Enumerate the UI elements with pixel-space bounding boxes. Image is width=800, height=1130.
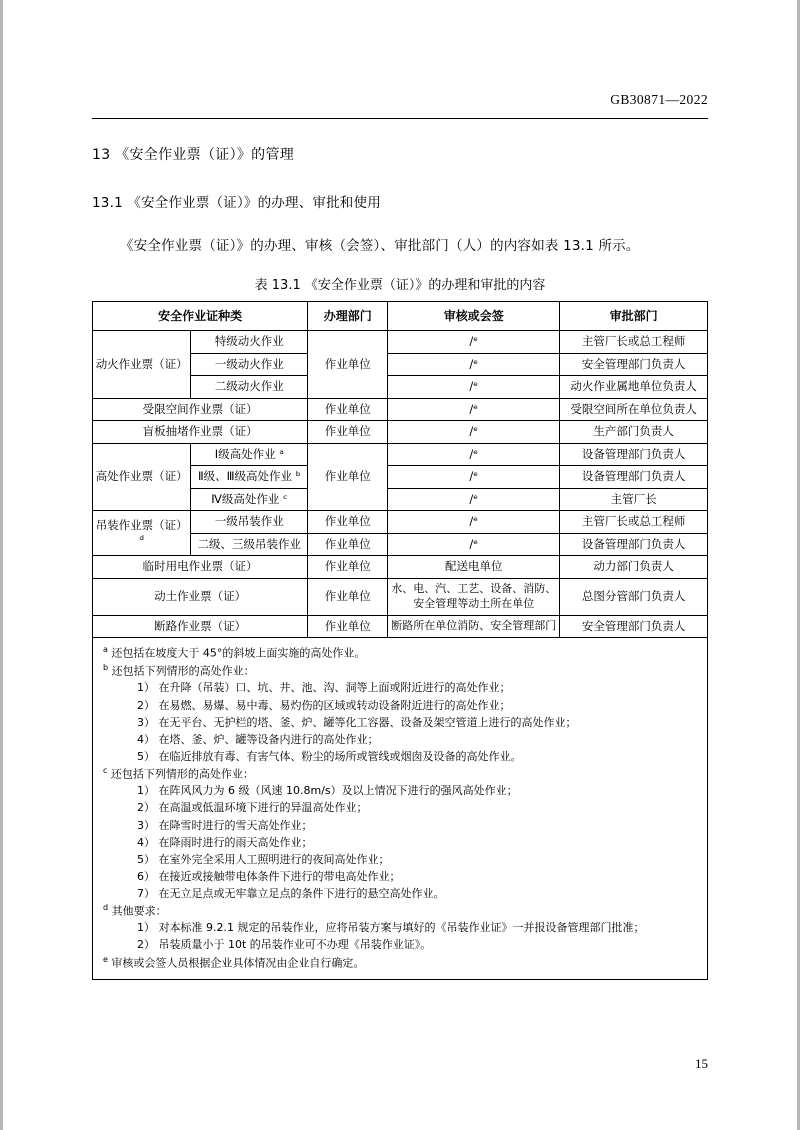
cell-approve: 动力部门负责人 bbox=[560, 556, 708, 579]
cell-group: 高处作业票（证） bbox=[93, 443, 191, 511]
footnote-e-text: 审核或会签人员根据企业具体情况由企业自行确定。 bbox=[111, 956, 365, 970]
footnote-c-sub: 4） 在降雨时进行的雨天高处作业； bbox=[137, 835, 313, 849]
col-header-approve: 审批部门 bbox=[560, 302, 708, 331]
cell-review: /ᵉ bbox=[388, 488, 560, 511]
cell-approve: 设备管理部门负责人 bbox=[560, 533, 708, 556]
table-row bbox=[93, 443, 708, 466]
cell-group: 断路作业票（证） bbox=[93, 615, 308, 638]
footnote-mark-c: c bbox=[103, 765, 108, 775]
section-heading: 13 《安全作业票（证）》的管理 bbox=[92, 147, 295, 163]
table-caption: 表 13.1 《安全作业票（证）》的办理和审批的内容 bbox=[254, 278, 546, 293]
cell-review: /ᵉ bbox=[388, 331, 560, 354]
footnote-c-sub: 3） 在降雪时进行的雪天高处作业； bbox=[137, 818, 313, 832]
col-header-dept: 办理部门 bbox=[308, 302, 388, 331]
table-row bbox=[93, 331, 708, 354]
subsection-heading: 13.1 《安全作业票（证）》的办理、审批和使用 bbox=[92, 195, 381, 211]
footnote-c bbox=[103, 765, 699, 783]
footnote-d-text: 其他要求： bbox=[111, 904, 167, 918]
table-row bbox=[93, 421, 708, 444]
cell-dept: 作业单位 bbox=[308, 421, 388, 444]
table-footnotes bbox=[92, 638, 708, 980]
cell-approve: 安全管理部门负责人 bbox=[560, 615, 708, 638]
footnote-d-sub: 1） 对本标准 9.2.1 规定的吊装作业，应将吊装方案与填好的《吊装作业证》一并报设备管理部门批准； bbox=[137, 921, 645, 935]
cell-approve: 主管厂长或总工程师 bbox=[560, 331, 708, 354]
col-header-type: 安全作业证种类 bbox=[93, 302, 308, 331]
footnote-mark-a: a bbox=[103, 645, 108, 655]
cell-review: 水、电、汽、工艺、设备、消防、安全管理等动土所在单位 bbox=[388, 578, 560, 615]
footnote-c-sub: 2） 在高温或低温环境下进行的异温高处作业； bbox=[137, 801, 368, 815]
footnote-b-sub: 2） 在易燃、易爆、易中毒、易灼伤的区域或转动设备附近进行的高处作业； bbox=[137, 698, 511, 712]
footnote-d bbox=[103, 902, 699, 920]
cell-type: 一级吊装作业 bbox=[191, 511, 308, 534]
cell-review: 配送电单位 bbox=[388, 556, 560, 579]
table-header-row bbox=[93, 302, 708, 331]
cell-dept: 作业单位 bbox=[308, 533, 388, 556]
cell-review: 断路所在单位消防、安全管理部门 bbox=[388, 615, 560, 638]
footnote-b-sub: 1） 在升降（吊装）口、坑、井、池、沟、洞等上面或附近进行的高处作业； bbox=[137, 681, 511, 695]
footnote-mark-e: e bbox=[103, 954, 108, 964]
footnote-c-sub: 6） 在接近或接触带电体条件下进行的带电高处作业； bbox=[137, 869, 401, 883]
cell-dept: 作业单位 bbox=[308, 443, 388, 511]
cell-review: /ᵉ bbox=[388, 466, 560, 489]
table-row bbox=[93, 398, 708, 421]
permits-table bbox=[92, 301, 708, 638]
footnote-a-text: 还包括在坡度大于 45°的斜坡上面实施的高处作业。 bbox=[111, 646, 366, 660]
cell-review: /ᵉ bbox=[388, 533, 560, 556]
cell-dept: 作业单位 bbox=[308, 615, 388, 638]
footnote-d-sub: 2） 吊装质量小于 10t 的吊装作业可不办理《吊装作业证》。 bbox=[137, 938, 432, 952]
header-divider bbox=[92, 118, 708, 119]
cell-approve: 受限空间所在单位负责人 bbox=[560, 398, 708, 421]
cell-type: Ⅱ级、Ⅲ级高处作业 ᵇ bbox=[191, 466, 308, 489]
cell-approve: 生产部门负责人 bbox=[560, 421, 708, 444]
cell-type: Ⅰ级高处作业 ᵃ bbox=[191, 443, 308, 466]
footnote-c-sub: 5） 在室外完全采用人工照明进行的夜间高处作业； bbox=[137, 852, 390, 866]
footnote-e bbox=[103, 954, 699, 972]
col-header-review: 审核或会签 bbox=[388, 302, 560, 331]
footnote-mark-d: d bbox=[103, 902, 109, 912]
footnote-c-sub: 7） 在无立足点或无牢靠立足点的条件下进行的悬空高处作业。 bbox=[137, 886, 445, 900]
cell-review: /ᵉ bbox=[388, 511, 560, 534]
cell-approve: 主管厂长 bbox=[560, 488, 708, 511]
cell-group: 临时用电作业票（证） bbox=[93, 556, 308, 579]
cell-dept: 作业单位 bbox=[308, 331, 388, 399]
cell-group: 受限空间作业票（证） bbox=[93, 398, 308, 421]
body-paragraph: 《安全作业票（证）》的办理、审核（会签）、审批部门（人）的内容如表 13.1 所示。 bbox=[120, 238, 640, 254]
cell-type: 一级动火作业 bbox=[191, 353, 308, 376]
cell-review: /ᵉ bbox=[388, 376, 560, 399]
cell-review: /ᵉ bbox=[388, 443, 560, 466]
cell-review: /ᵉ bbox=[388, 421, 560, 444]
footnote-b-sub: 4） 在塔、釜、炉、罐等设备内进行的高处作业； bbox=[137, 732, 379, 746]
footnote-c-text: 还包括下列情形的高处作业： bbox=[110, 767, 254, 781]
cell-review: /ᵉ bbox=[388, 398, 560, 421]
cell-group: 吊装作业票（证）ᵈ bbox=[93, 511, 191, 556]
table-row bbox=[93, 615, 708, 638]
footnote-a bbox=[103, 644, 699, 662]
cell-group: 盲板抽堵作业票（证） bbox=[93, 421, 308, 444]
cell-approve: 设备管理部门负责人 bbox=[560, 443, 708, 466]
table-row bbox=[93, 578, 708, 615]
footnote-mark-b: b bbox=[103, 662, 109, 672]
cell-dept: 作业单位 bbox=[308, 511, 388, 534]
cell-dept: 作业单位 bbox=[308, 578, 388, 615]
page-edge-left bbox=[0, 0, 3, 1130]
cell-group: 动火作业票（证） bbox=[93, 331, 191, 399]
cell-dept: 作业单位 bbox=[308, 398, 388, 421]
cell-type: 二级动火作业 bbox=[191, 376, 308, 399]
cell-type: 特级动火作业 bbox=[191, 331, 308, 354]
footnote-b bbox=[103, 662, 699, 680]
cell-approve: 主管厂长或总工程师 bbox=[560, 511, 708, 534]
footnote-b-text: 还包括下列情形的高处作业： bbox=[111, 664, 255, 678]
table-row bbox=[93, 511, 708, 534]
cell-type: 二级、三级吊装作业 bbox=[191, 533, 308, 556]
footnote-b-sub: 5） 在临近排放有毒、有害气体、粉尘的场所或管线或烟囱及设备的高处作业。 bbox=[137, 749, 522, 763]
cell-approve: 设备管理部门负责人 bbox=[560, 466, 708, 489]
cell-group: 动土作业票（证） bbox=[93, 578, 308, 615]
cell-review: /ᵉ bbox=[388, 353, 560, 376]
footnote-c-sub: 1） 在阵风风力为 6 级（风速 10.8m/s）及以上情况下进行的强风高处作业； bbox=[137, 784, 518, 798]
footnote-b-sub: 3） 在无平台、无护栏的塔、釜、炉、罐等化工容器、设备及架空管道上进行的高处作业； bbox=[137, 715, 577, 729]
cell-approve: 安全管理部门负责人 bbox=[560, 353, 708, 376]
document-content bbox=[92, 138, 708, 980]
table-row bbox=[93, 556, 708, 579]
page-number: 15 bbox=[695, 1056, 708, 1071]
cell-dept: 作业单位 bbox=[308, 556, 388, 579]
cell-approve: 总图分管部门负责人 bbox=[560, 578, 708, 615]
cell-type: Ⅳ级高处作业 ᶜ bbox=[191, 488, 308, 511]
standard-code-header: GB30871—2022 bbox=[610, 92, 708, 107]
cell-approve: 动火作业属地单位负责人 bbox=[560, 376, 708, 399]
